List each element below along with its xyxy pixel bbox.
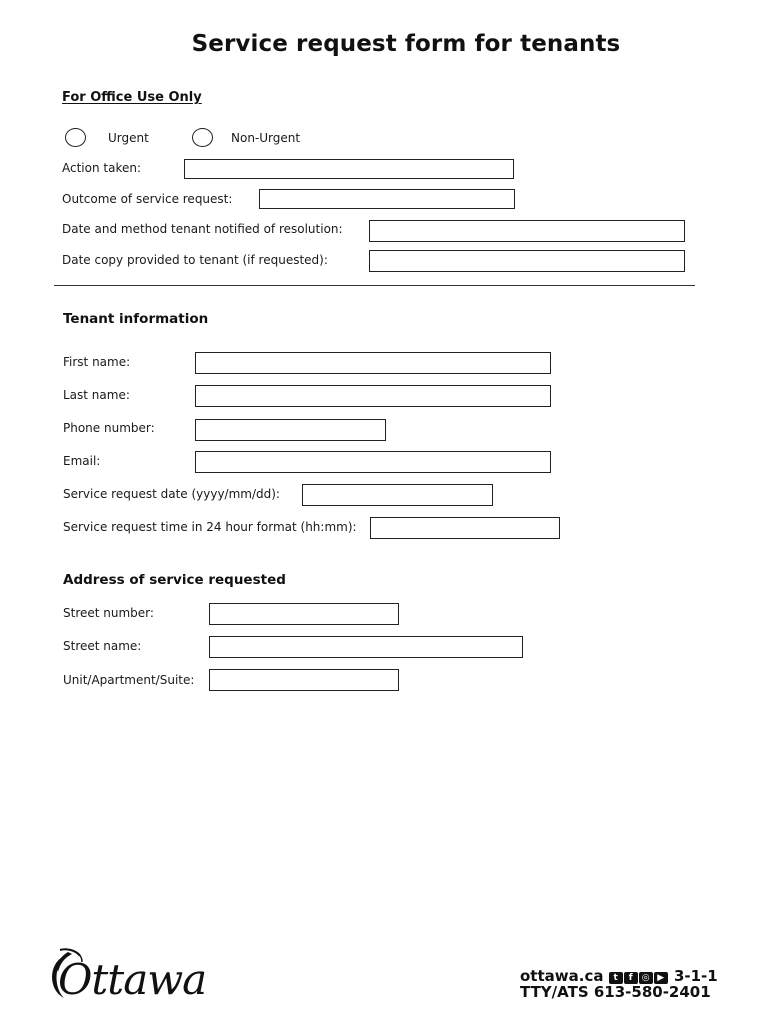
street-name-label: Street name: (63, 639, 142, 653)
phone-field[interactable] (195, 419, 386, 441)
date-copy-label: Date copy provided to tenant (if requested): (62, 253, 328, 267)
first-name-field[interactable] (195, 352, 551, 374)
request-time-field[interactable] (370, 517, 560, 539)
twitter-icon[interactable]: t (609, 972, 623, 984)
email-label: Email: (63, 454, 101, 468)
action-taken-label: Action taken: (62, 161, 142, 175)
request-date-label: Service request date (yyyy/mm/dd): (63, 487, 280, 501)
non-urgent-label: Non-Urgent (231, 131, 301, 145)
action-taken-field[interactable] (184, 159, 514, 179)
facebook-icon[interactable]: f (624, 972, 638, 984)
unit-label: Unit/Apartment/Suite: (63, 673, 195, 687)
address-heading: Address of service requested (63, 572, 286, 588)
instagram-icon[interactable]: ◎ (639, 972, 653, 984)
last-name-label: Last name: (63, 388, 130, 402)
street-name-field[interactable] (209, 636, 523, 658)
youtube-icon[interactable]: ▶ (654, 972, 668, 984)
unit-field[interactable] (209, 669, 399, 691)
website-link[interactable]: ottawa.ca (520, 967, 604, 985)
outcome-field[interactable] (259, 189, 515, 209)
first-name-label: First name: (63, 355, 131, 369)
phone-311: 3-1-1 (673, 967, 718, 985)
street-number-label: Street number: (63, 606, 154, 620)
phone-label: Phone number: (63, 421, 155, 435)
last-name-field[interactable] (195, 385, 551, 407)
page-title: Service request form for tenants (191, 31, 621, 57)
urgent-radio[interactable] (65, 128, 86, 147)
section-divider (54, 285, 695, 286)
office-use-heading: For Office Use Only (62, 90, 202, 105)
outcome-label: Outcome of service request: (62, 192, 233, 206)
street-number-field[interactable] (209, 603, 399, 625)
tenant-info-heading: Tenant information (63, 311, 209, 327)
date-method-label: Date and method tenant notified of resolution: (62, 222, 343, 236)
tty-line: TTY/ATS 613-580-2401 (520, 983, 711, 1001)
date-method-field[interactable] (369, 220, 685, 242)
ottawa-logo (46, 946, 216, 1008)
request-time-label: Service request time in 24 hour format (hh:mm): (63, 520, 357, 534)
urgent-label: Urgent (108, 131, 149, 145)
non-urgent-radio[interactable] (192, 128, 213, 147)
ottawa-logo-text: Ottawa (58, 955, 207, 1004)
email-field[interactable] (195, 451, 551, 473)
date-copy-field[interactable] (369, 250, 685, 272)
request-date-field[interactable] (302, 484, 493, 506)
